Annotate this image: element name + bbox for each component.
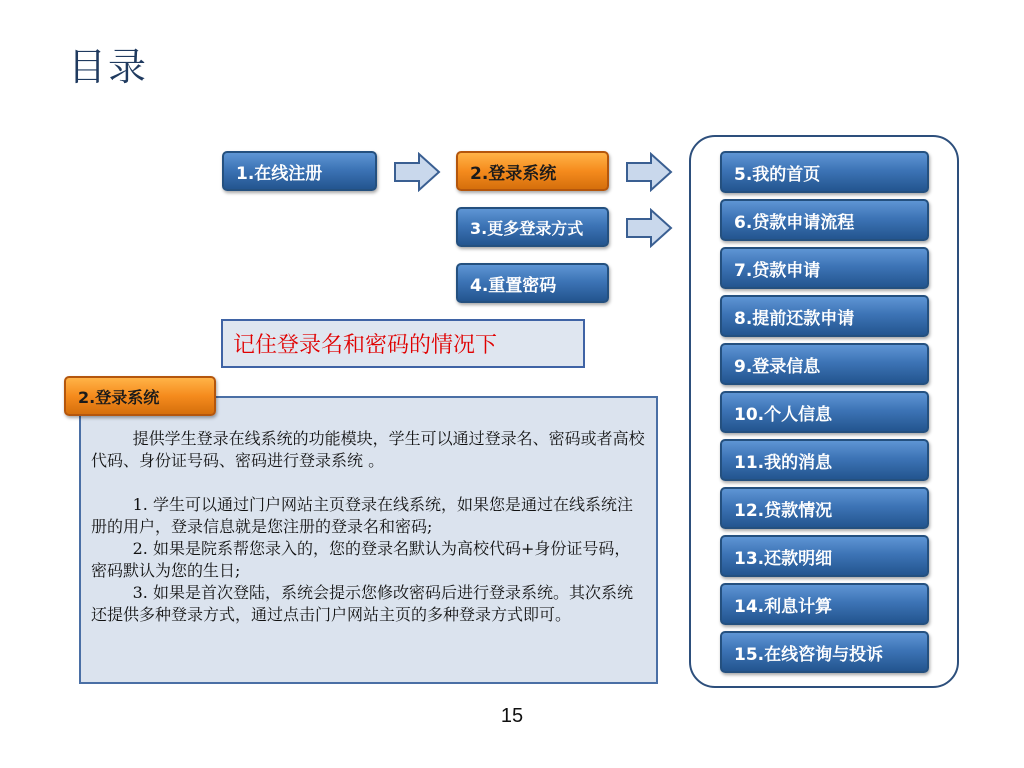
menu-item-loan-process[interactable]: 6.贷款申请流程 xyxy=(720,199,929,241)
menu-item-personal-info[interactable]: 10.个人信息 xyxy=(720,391,929,433)
description-point-3: 3. 如果是首次登陆，系统会提示您修改密码后进行登录系统。其次系统还提供多种登录方式，通过点击门户网站主页的多种登录方式即可。 xyxy=(91,583,633,624)
menu-item-interest-calculator[interactable]: 14.利息计算 xyxy=(720,583,929,625)
step-login-button[interactable]: 2.登录系统 xyxy=(456,151,609,191)
right-arrow-icon xyxy=(393,152,443,192)
menu-item-loan-application[interactable]: 7.贷款申请 xyxy=(720,247,929,289)
remembered-login-note: 记住登录名和密码的情况下 xyxy=(221,319,585,368)
right-arrow-icon xyxy=(625,152,675,192)
description-intro: 提供学生登录在线系统的功能模块，学生可以通过登录名、密码或者高校代码、身份证号码、密码进行登录系统 。 xyxy=(91,429,645,470)
step-register-button[interactable]: 1.在线注册 xyxy=(222,151,377,191)
menu-item-early-repayment[interactable]: 8.提前还款申请 xyxy=(720,295,929,337)
right-arrow-icon xyxy=(625,208,675,248)
description-tag: 2.登录系统 xyxy=(64,376,216,416)
menu-item-repayment-details[interactable]: 13.还款明细 xyxy=(720,535,929,577)
menu-item-home[interactable]: 5.我的首页 xyxy=(720,151,929,193)
step-more-login-button[interactable]: 3.更多登录方式 xyxy=(456,207,609,247)
menu-item-login-info[interactable]: 9.登录信息 xyxy=(720,343,929,385)
page-title: 目录 xyxy=(68,45,149,89)
description-point-1: 1. 学生可以通过门户网站主页登录在线系统，如果您是通过在线系统注册的用户，登录信息就是您注册的登录名和密码; xyxy=(91,495,633,536)
menu-item-loan-status[interactable]: 12.贷款情况 xyxy=(720,487,929,529)
menu-item-messages[interactable]: 11.我的消息 xyxy=(720,439,929,481)
step-reset-password-button[interactable]: 4.重置密码 xyxy=(456,263,609,303)
page-number: 15 xyxy=(500,705,524,727)
login-description-box xyxy=(79,396,658,684)
menu-item-consult-complaint[interactable]: 15.在线咨询与投诉 xyxy=(720,631,929,673)
description-point-2: 2. 如果是院系帮您录入的，您的登录名默认为高校代码+身份证号码，密码默认为您的生日; xyxy=(91,539,631,580)
